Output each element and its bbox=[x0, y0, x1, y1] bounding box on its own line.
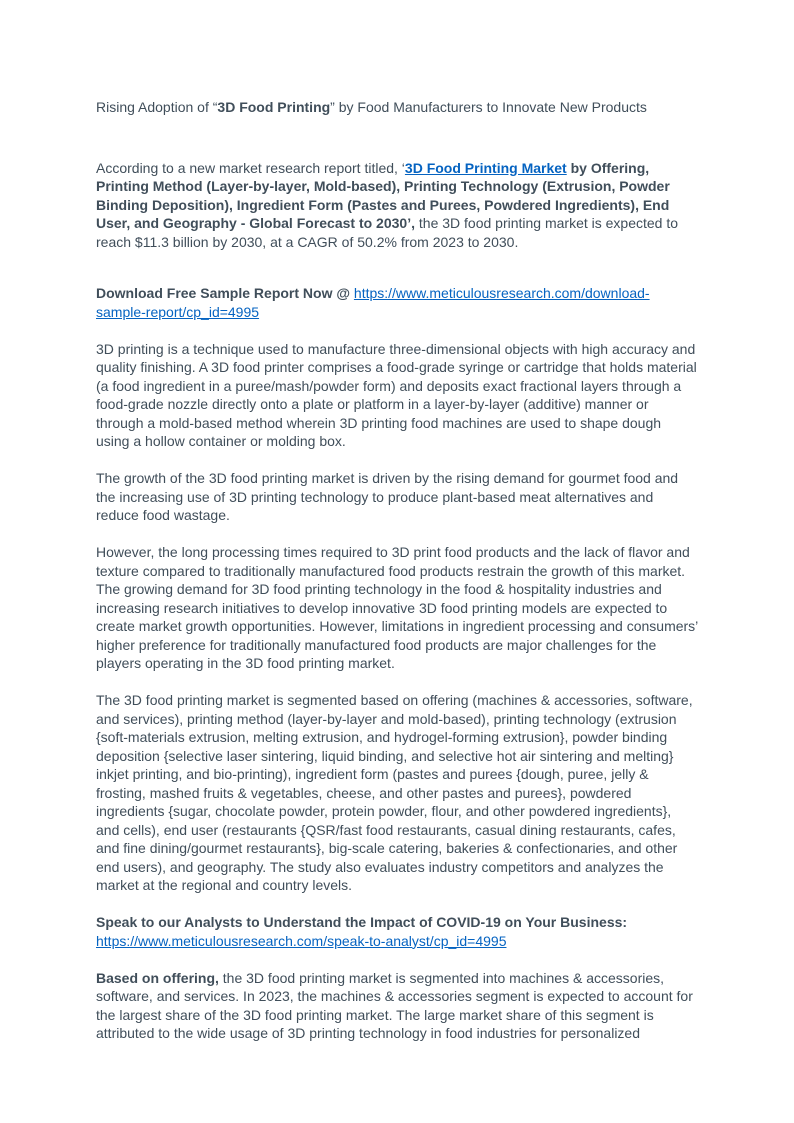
body-paragraph-4: The 3D food printing market is segmented based on offering (machines & accessories, software, and services), printing method (layer-by-layer and mold-based), printing technology (extrusion {soft-materials extrusion, melting extrusion, and hydrogel-forming extrusion}, powder binding deposition {selective laser sintering, liquid binding, and selective hot air sintering and melting} inkjet printing, and bio-printing), ingredient form (pastes and purees {dough, puree, jelly & frosting, mashed fruits & vegetables, cheese, and other pastes and purees}, powdered ingredients {sugar, chocolate powder, protein powder, flour, and other powdered ingredients}, and cells), end user (restaurants {QSR/fast food restaurants, casual dining restaurants, cafes, and fine dining/gourmet restaurants}, big-scale catering, bakeries & confectionaries, and other end users), and geography. The study also evaluates industry competitors and analyzes the market at the regional and country levels. bbox=[96, 692, 693, 893]
download-label: Download Free Sample Report Now @ bbox=[96, 285, 354, 301]
download-sample-link[interactable]: https://www.meticulousresearch.com/download-sample-report/cp_id=4995 bbox=[96, 285, 650, 320]
covid-analyst-label: Speak to our Analysts to Understand the Impact of COVID-19 on Your Business: bbox=[96, 914, 628, 930]
title-text-pre: Rising Adoption of “ bbox=[96, 99, 218, 115]
body-paragraph-2: The growth of the 3D food printing market is driven by the rising demand for gourmet food and the increasing use of 3D printing technology to produce plant-based meat alternatives and reduce food wastage. bbox=[96, 470, 679, 523]
body-paragraph-1: 3D printing is a technique used to manufacture three-dimensional objects with high accuracy and quality finishing. A 3D food printer comprises a food-grade syringe or cartridge that holds material (a food ingredient in a puree/mash/powder form) and deposits exact fractional layers through a food-grade nozzle directly onto a plate or platform in a layer-by-layer (additive) manner or through a mold-based method wherein 3D printing food machines are used to shape dough using a hollow container or molding box. bbox=[96, 340, 697, 449]
intro-text-pre: According to a new market research report titled, ‘ bbox=[96, 159, 405, 176]
title-text-post: ” by Food Manufacturers to Innovate New Products bbox=[330, 99, 647, 115]
offering-paragraph bbox=[96, 969, 698, 1043]
intro-text-post: the 3D food printing market is expected to reach $11.3 billion by 2030, at a CAGR of 50.2% from 2023 to 2030. bbox=[96, 215, 679, 250]
offering-text: the 3D food printing market is segmented into machines & accessories, software, and services. In 2023, the machines & accessories segment is expected to account for the largest share of the 3D food printing market. The large market share of this segment is attributed to the wide usage of 3D printing technology in food industries for personalized bbox=[96, 969, 693, 1041]
offering-label: Based on offering, bbox=[96, 969, 219, 986]
document-title bbox=[96, 98, 698, 117]
report-title-link[interactable]: 3D Food Printing Market bbox=[404, 159, 567, 176]
body-paragraph-3: However, the long processing times required to 3D print food products and the lack of flavor and texture compared to traditionally manufactured food products restrain the growth of this market. The growing demand for 3D food printing technology in the food & hospitality industries and increasing research initiatives to develop innovative 3D food printing models are expected to create market growth opportunities. However, limitations in ingredient processing and consumers’ higher preference for traditionally manufactured food products are major challenges for the players operating in the 3D food printing market. bbox=[96, 544, 698, 671]
download-sample-paragraph bbox=[96, 284, 698, 321]
speak-to-analyst-link[interactable]: https://www.meticulousresearch.com/speak-to-analyst/cp_id=4995 bbox=[96, 932, 507, 949]
covid-analyst-paragraph bbox=[96, 913, 698, 950]
intro-text-bold: by Offering, Printing Method (Layer-by-layer, Mold-based), Printing Technology (Extrusion, Powder Binding Deposition), Ingredient Form (Pastes and Purees, Powdered Ingredients), End User, and Geography - Global Forecast to 2030’, bbox=[96, 159, 670, 231]
title-text-bold: 3D Food Printing bbox=[217, 99, 331, 115]
intro-paragraph bbox=[96, 159, 698, 252]
